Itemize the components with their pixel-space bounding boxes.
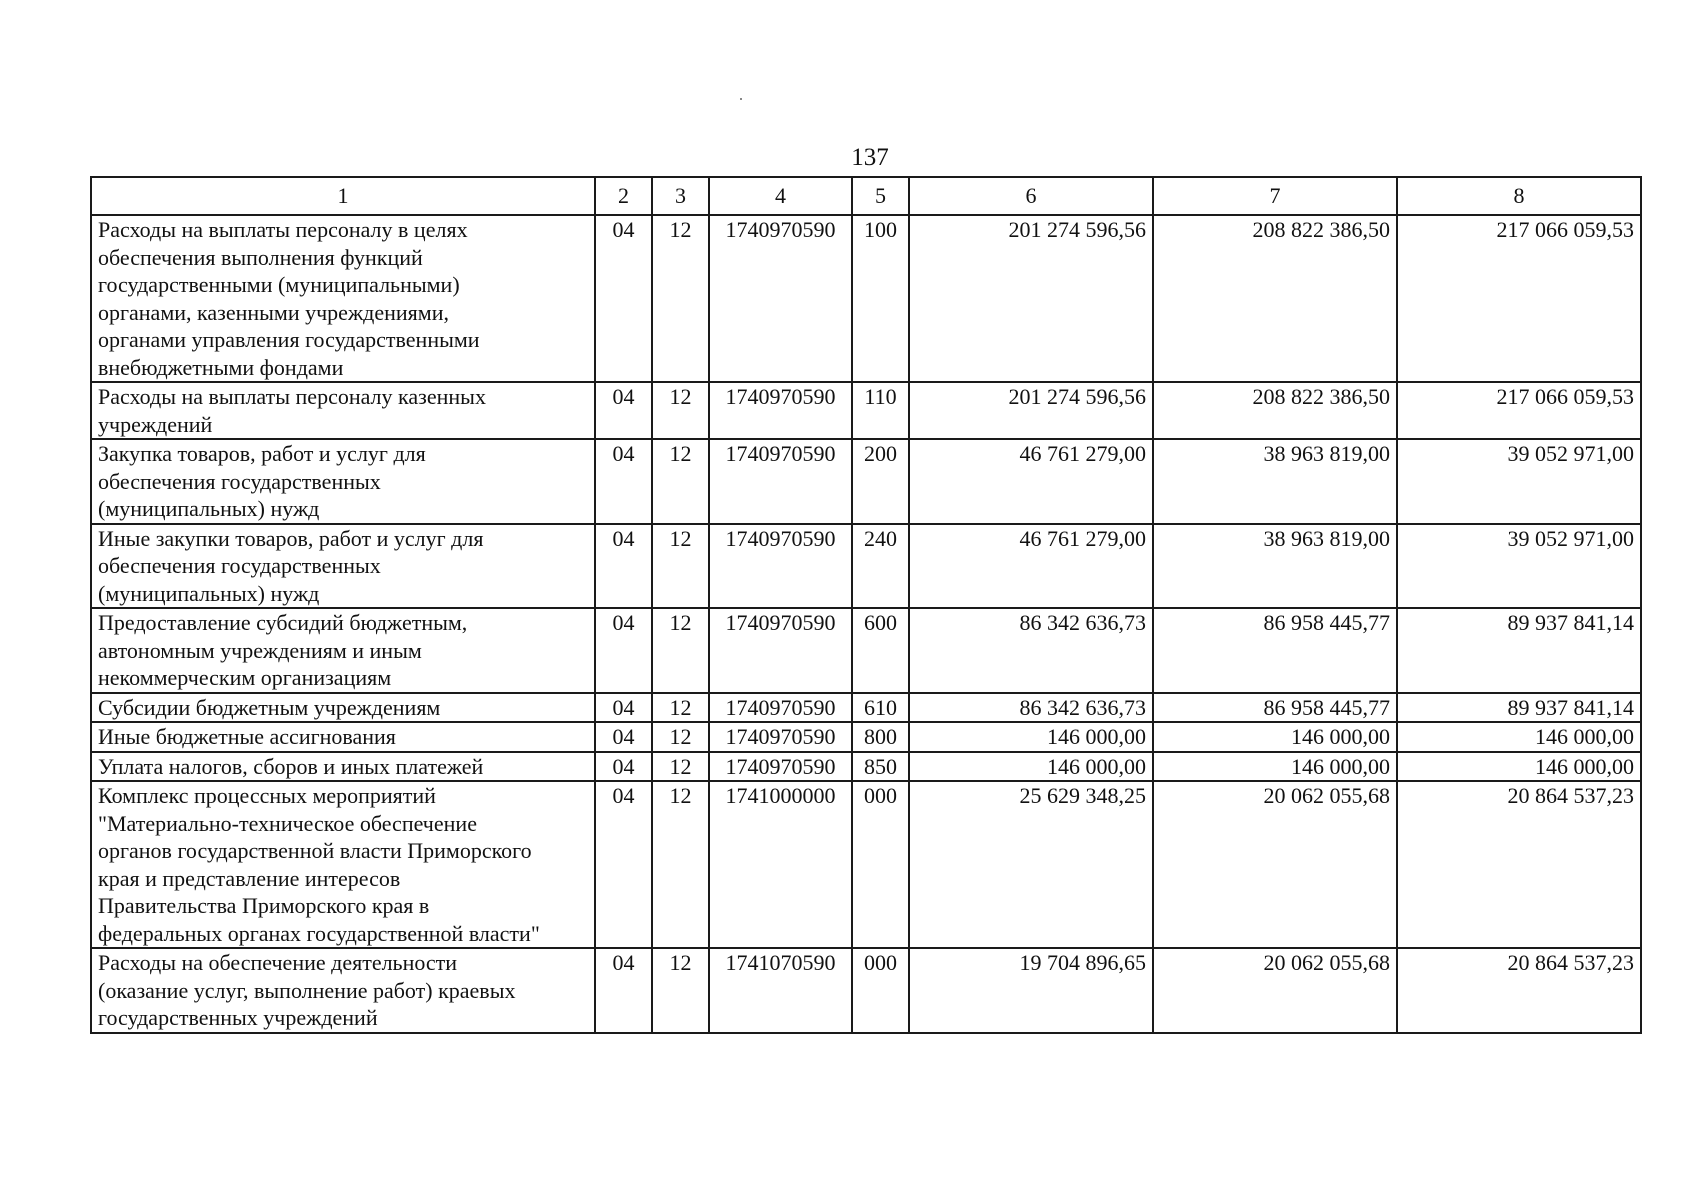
cell-subsection: 12 bbox=[652, 608, 709, 693]
cell-target-article: 1740970590 bbox=[709, 382, 852, 439]
header-cell-4: 4 bbox=[709, 177, 852, 215]
cell-section: 04 bbox=[595, 948, 652, 1033]
cell-amount-8: 217 066 059,53 bbox=[1397, 382, 1641, 439]
cell-amount-8: 217 066 059,53 bbox=[1397, 215, 1641, 382]
page-number: 137 bbox=[851, 144, 889, 171]
cell-amount-8: 146 000,00 bbox=[1397, 752, 1641, 782]
cell-amount-7: 20 062 055,68 bbox=[1153, 948, 1397, 1033]
table-row bbox=[91, 382, 1641, 439]
scan-speck bbox=[740, 98, 742, 100]
row-name: Иные закупки товаров, работ и услуг для обеспечения государственных (муниципальных) нужд bbox=[91, 524, 595, 609]
cell-section: 04 bbox=[595, 781, 652, 948]
cell-expense-type: 200 bbox=[852, 439, 909, 524]
cell-amount-7: 38 963 819,00 bbox=[1153, 439, 1397, 524]
cell-expense-type: 000 bbox=[852, 781, 909, 948]
cell-amount-7: 146 000,00 bbox=[1153, 752, 1397, 782]
row-name: Комплекс процессных мероприятий "Материально-техническое обеспечение органов государственной власти Приморского края и представление интересов Правительства Приморского края в федеральных органах государственной власти" bbox=[91, 781, 595, 948]
budget-table bbox=[90, 176, 1642, 1034]
cell-section: 04 bbox=[595, 524, 652, 609]
cell-amount-6: 86 342 636,73 bbox=[909, 693, 1153, 723]
cell-amount-8: 20 864 537,23 bbox=[1397, 781, 1641, 948]
cell-target-article: 1740970590 bbox=[709, 439, 852, 524]
cell-target-article: 1740970590 bbox=[709, 608, 852, 693]
cell-amount-7: 208 822 386,50 bbox=[1153, 382, 1397, 439]
row-name: Предоставление субсидий бюджетным, автономным учреждениям и иным некоммерческим организациям bbox=[91, 608, 595, 693]
cell-target-article: 1741070590 bbox=[709, 948, 852, 1033]
cell-subsection: 12 bbox=[652, 752, 709, 782]
cell-subsection: 12 bbox=[652, 781, 709, 948]
row-name: Расходы на выплаты персоналу казенных учреждений bbox=[91, 382, 595, 439]
table-row bbox=[91, 608, 1641, 693]
cell-amount-6: 201 274 596,56 bbox=[909, 382, 1153, 439]
table-row bbox=[91, 948, 1641, 1033]
cell-subsection: 12 bbox=[652, 382, 709, 439]
cell-amount-6: 146 000,00 bbox=[909, 722, 1153, 752]
cell-amount-7: 86 958 445,77 bbox=[1153, 693, 1397, 723]
cell-section: 04 bbox=[595, 439, 652, 524]
header-cell-2: 2 bbox=[595, 177, 652, 215]
header-cell-5: 5 bbox=[852, 177, 909, 215]
cell-subsection: 12 bbox=[652, 524, 709, 609]
cell-amount-6: 19 704 896,65 bbox=[909, 948, 1153, 1033]
cell-expense-type: 100 bbox=[852, 215, 909, 382]
header-cell-6: 6 bbox=[909, 177, 1153, 215]
table-row bbox=[91, 693, 1641, 723]
cell-amount-8: 20 864 537,23 bbox=[1397, 948, 1641, 1033]
cell-section: 04 bbox=[595, 608, 652, 693]
row-name: Расходы на выплаты персоналу в целях обеспечения выполнения функций государственными (муниципальными) органами, казенными учреждениями, органами управления государственными внебюджетными фондами bbox=[91, 215, 595, 382]
cell-section: 04 bbox=[595, 752, 652, 782]
header-cell-8: 8 bbox=[1397, 177, 1641, 215]
cell-expense-type: 240 bbox=[852, 524, 909, 609]
cell-amount-7: 38 963 819,00 bbox=[1153, 524, 1397, 609]
cell-amount-7: 146 000,00 bbox=[1153, 722, 1397, 752]
cell-expense-type: 800 bbox=[852, 722, 909, 752]
header-cell-1: 1 bbox=[91, 177, 595, 215]
header-row bbox=[91, 177, 1641, 215]
cell-target-article: 1740970590 bbox=[709, 722, 852, 752]
cell-target-article: 1740970590 bbox=[709, 215, 852, 382]
cell-amount-6: 46 761 279,00 bbox=[909, 439, 1153, 524]
cell-amount-6: 25 629 348,25 bbox=[909, 781, 1153, 948]
cell-amount-8: 39 052 971,00 bbox=[1397, 439, 1641, 524]
cell-amount-6: 146 000,00 bbox=[909, 752, 1153, 782]
row-name: Уплата налогов, сборов и иных платежей bbox=[91, 752, 595, 782]
table-row bbox=[91, 439, 1641, 524]
cell-subsection: 12 bbox=[652, 948, 709, 1033]
cell-expense-type: 000 bbox=[852, 948, 909, 1033]
cell-amount-6: 86 342 636,73 bbox=[909, 608, 1153, 693]
cell-amount-6: 46 761 279,00 bbox=[909, 524, 1153, 609]
cell-expense-type: 850 bbox=[852, 752, 909, 782]
row-name: Субсидии бюджетным учреждениям bbox=[91, 693, 595, 723]
table-row bbox=[91, 722, 1641, 752]
cell-expense-type: 610 bbox=[852, 693, 909, 723]
cell-amount-8: 89 937 841,14 bbox=[1397, 693, 1641, 723]
table-row bbox=[91, 524, 1641, 609]
cell-subsection: 12 bbox=[652, 693, 709, 723]
cell-amount-8: 89 937 841,14 bbox=[1397, 608, 1641, 693]
table-row bbox=[91, 781, 1641, 948]
header-cell-7: 7 bbox=[1153, 177, 1397, 215]
row-name: Расходы на обеспечение деятельности (оказание услуг, выполнение работ) краевых государственных учреждений bbox=[91, 948, 595, 1033]
cell-subsection: 12 bbox=[652, 439, 709, 524]
cell-amount-8: 146 000,00 bbox=[1397, 722, 1641, 752]
cell-target-article: 1740970590 bbox=[709, 524, 852, 609]
cell-amount-6: 201 274 596,56 bbox=[909, 215, 1153, 382]
cell-section: 04 bbox=[595, 693, 652, 723]
cell-section: 04 bbox=[595, 215, 652, 382]
cell-target-article: 1740970590 bbox=[709, 752, 852, 782]
cell-expense-type: 600 bbox=[852, 608, 909, 693]
cell-amount-7: 86 958 445,77 bbox=[1153, 608, 1397, 693]
cell-target-article: 1741000000 bbox=[709, 781, 852, 948]
table-row bbox=[91, 215, 1641, 382]
header-cell-3: 3 bbox=[652, 177, 709, 215]
cell-expense-type: 110 bbox=[852, 382, 909, 439]
table-row bbox=[91, 752, 1641, 782]
cell-target-article: 1740970590 bbox=[709, 693, 852, 723]
cell-subsection: 12 bbox=[652, 722, 709, 752]
cell-subsection: 12 bbox=[652, 215, 709, 382]
row-name: Закупка товаров, работ и услуг для обеспечения государственных (муниципальных) нужд bbox=[91, 439, 595, 524]
row-name: Иные бюджетные ассигнования bbox=[91, 722, 595, 752]
cell-amount-8: 39 052 971,00 bbox=[1397, 524, 1641, 609]
cell-amount-7: 208 822 386,50 bbox=[1153, 215, 1397, 382]
cell-section: 04 bbox=[595, 722, 652, 752]
cell-amount-7: 20 062 055,68 bbox=[1153, 781, 1397, 948]
cell-section: 04 bbox=[595, 382, 652, 439]
